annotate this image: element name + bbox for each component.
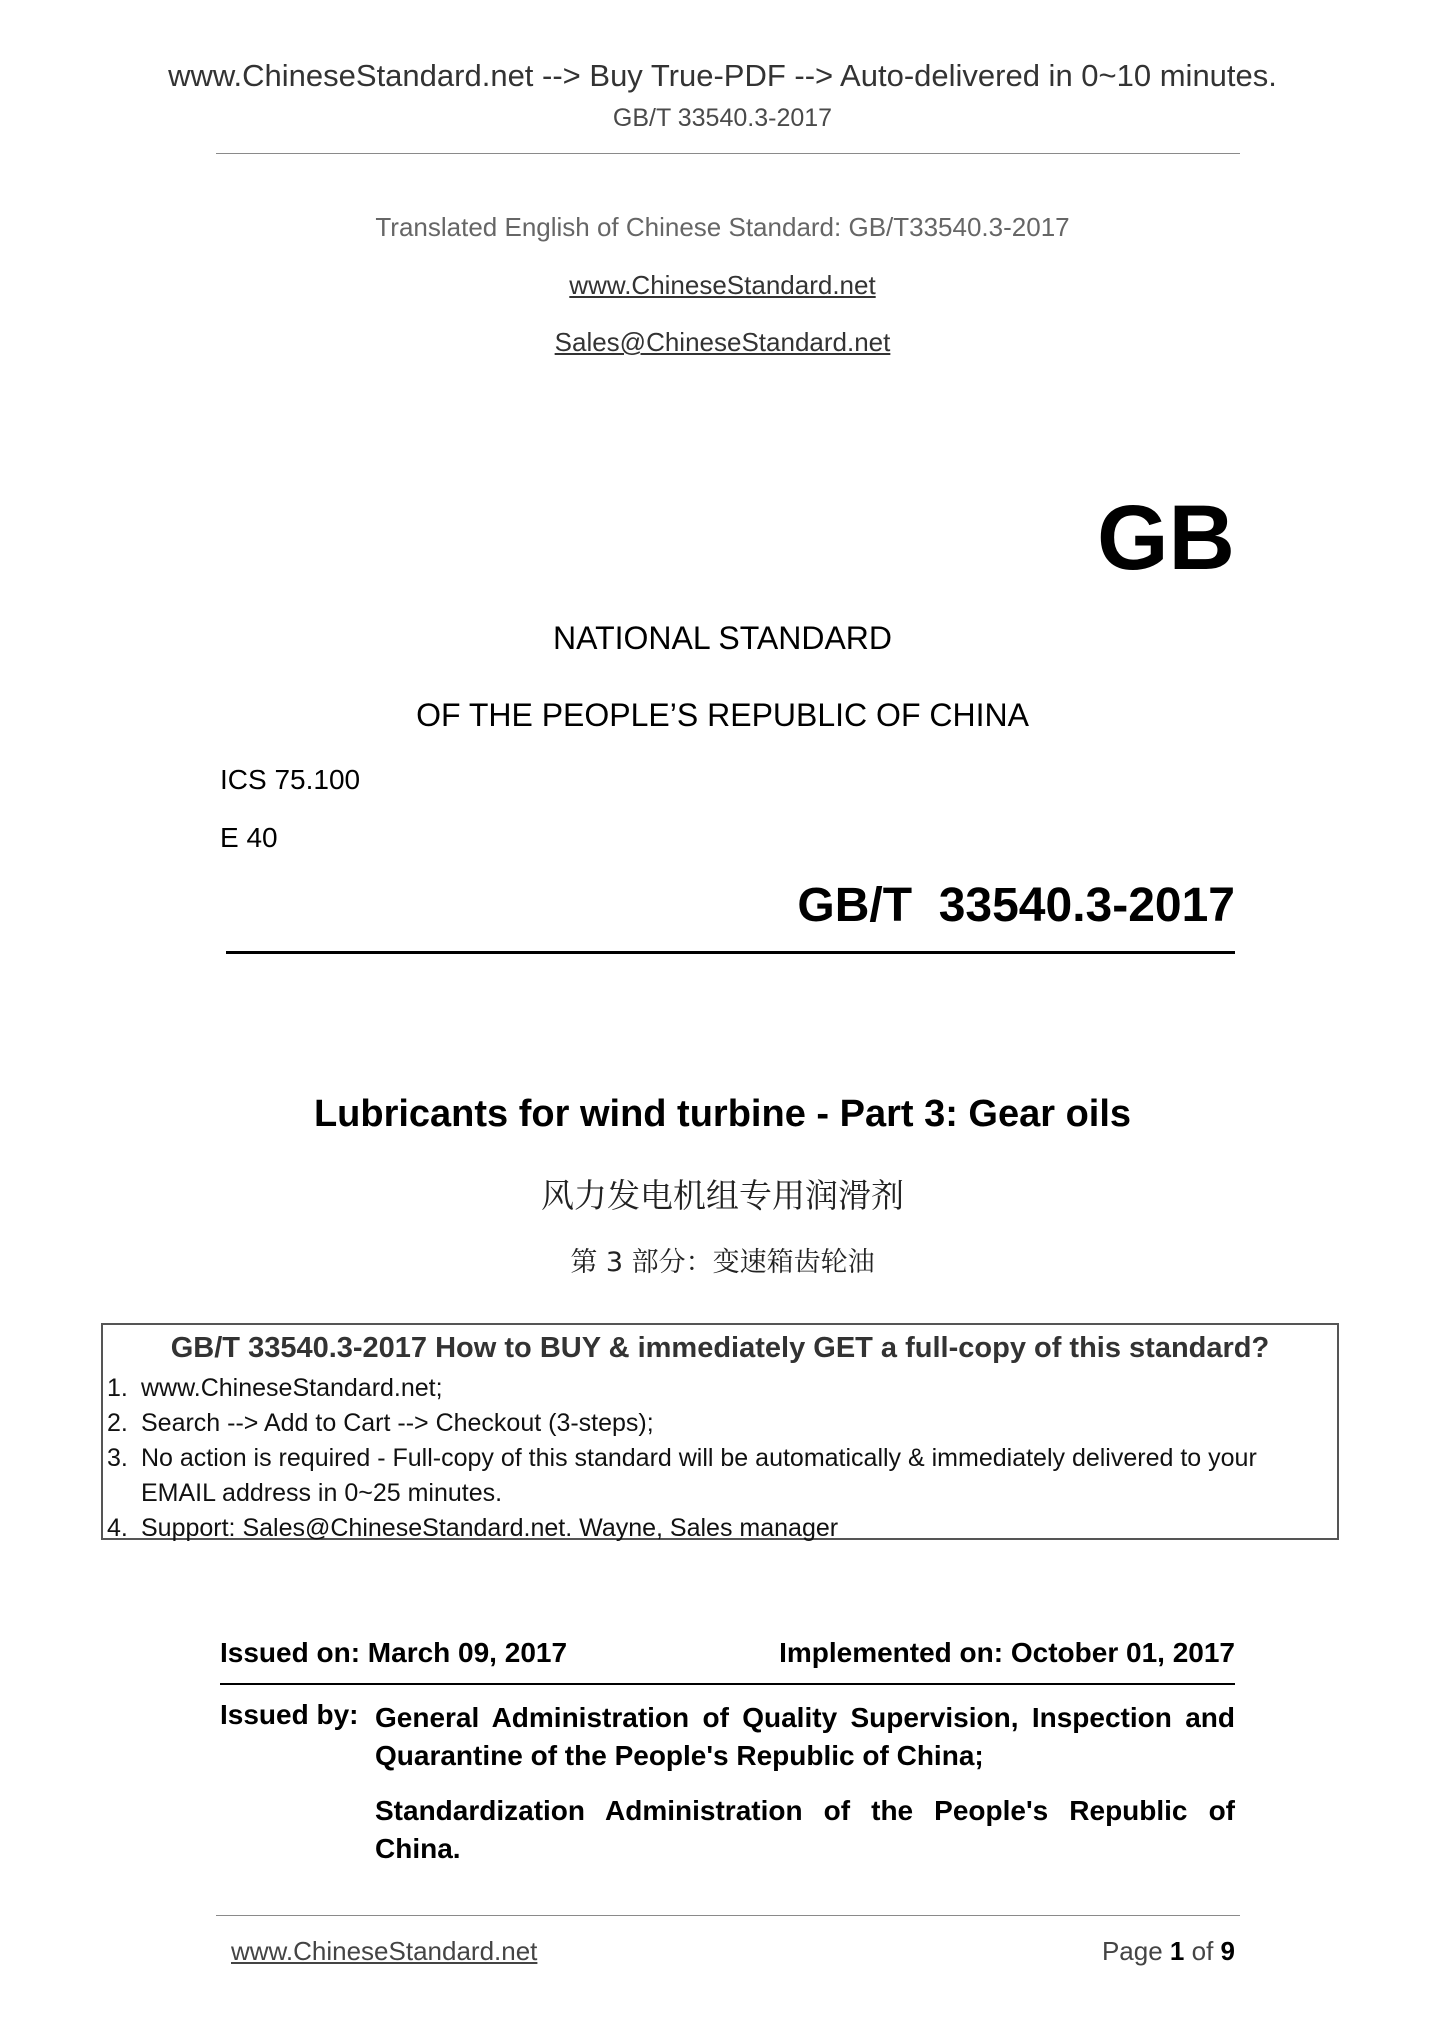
step-text: Search --> Add to Cart --> Checkout (3-steps);: [141, 1409, 654, 1437]
buy-instructions-box: [101, 1323, 1339, 1540]
page-number: [1102, 1936, 1235, 1967]
ics-code: ICS 75.100: [220, 764, 361, 795]
step-text: Support: Sales@ChineseStandard.net. Wayne, Sales manager: [141, 1514, 839, 1542]
email-link-row: [0, 327, 1445, 358]
step-number: 4.: [107, 1514, 128, 1542]
translated-line: Translated English of Chinese Standard: GB/T33540.3-2017: [375, 212, 1070, 242]
step-number: 2.: [107, 1409, 128, 1437]
site-link-row: [0, 270, 1445, 301]
page-total: 9: [1220, 1936, 1235, 1966]
gb-logo: GB: [1097, 487, 1235, 589]
list-item: [107, 1406, 1329, 1441]
list-item: [107, 1371, 1329, 1406]
ccs-code: E 40: [220, 822, 278, 853]
site-link[interactable]: www.ChineseStandard.net: [569, 270, 876, 300]
email-link[interactable]: Sales@ChineseStandard.net: [554, 327, 891, 357]
header-banner: www.ChineseStandard.net --> Buy True-PDF --> Auto-delivered in 0~10 minutes.: [168, 58, 1277, 93]
buy-steps-list: [107, 1371, 1329, 1546]
page-label: Page: [1101, 1936, 1163, 1966]
implemented-on-date: Implemented on: October 01, 2017: [779, 1637, 1235, 1668]
step-text: No action is required - Full-copy of this standard will be automatically & immediately delivered to your EMAIL address in 0~25 minutes.: [141, 1444, 1257, 1507]
footer-site-link[interactable]: www.ChineseStandard.net: [231, 1936, 538, 1966]
title-english: Lubricants for wind turbine - Part 3: Gear oils: [313, 1093, 1132, 1135]
header-divider: [216, 153, 1240, 154]
issued-by-label: Issued by:: [220, 1699, 359, 1730]
standard-number: GB/T 33540.3-2017: [797, 879, 1235, 932]
standard-number-divider: [226, 951, 1235, 954]
page-of-label: of: [1191, 1936, 1214, 1966]
issuer-sac: Standardization Administration of the People's Republic of China.: [375, 1795, 1235, 1864]
list-item: [107, 1511, 1329, 1546]
step-number: 1.: [107, 1374, 128, 1402]
header-standard-code: GB/T 33540.3-2017: [612, 104, 833, 132]
step-text: www.ChineseStandard.net;: [141, 1374, 443, 1402]
buy-box-title: GB/T 33540.3-2017 How to BUY & immediately GET a full-copy of this standard?: [170, 1332, 1270, 1364]
footer-divider: [216, 1915, 1240, 1916]
country-heading: OF THE PEOPLE’S REPUBLIC OF CHINA: [416, 697, 1029, 733]
page-current: 1: [1169, 1936, 1185, 1966]
issuer-aqsiq: General Administration of Quality Supervision, Inspection and Quarantine of the People's Republic of China;: [375, 1702, 1235, 1771]
issued-on-date: Issued on: March 09, 2017: [220, 1637, 568, 1668]
step-number: 3.: [107, 1444, 128, 1472]
title-chinese: 风力发电机组专用润滑剂: [541, 1176, 904, 1215]
list-item: [107, 1441, 1329, 1511]
subtitle-chinese: 第 3 部分：变速箱齿轮油: [570, 1247, 875, 1278]
dates-divider: [220, 1683, 1235, 1685]
national-standard-heading: NATIONAL STANDARD: [553, 620, 892, 656]
